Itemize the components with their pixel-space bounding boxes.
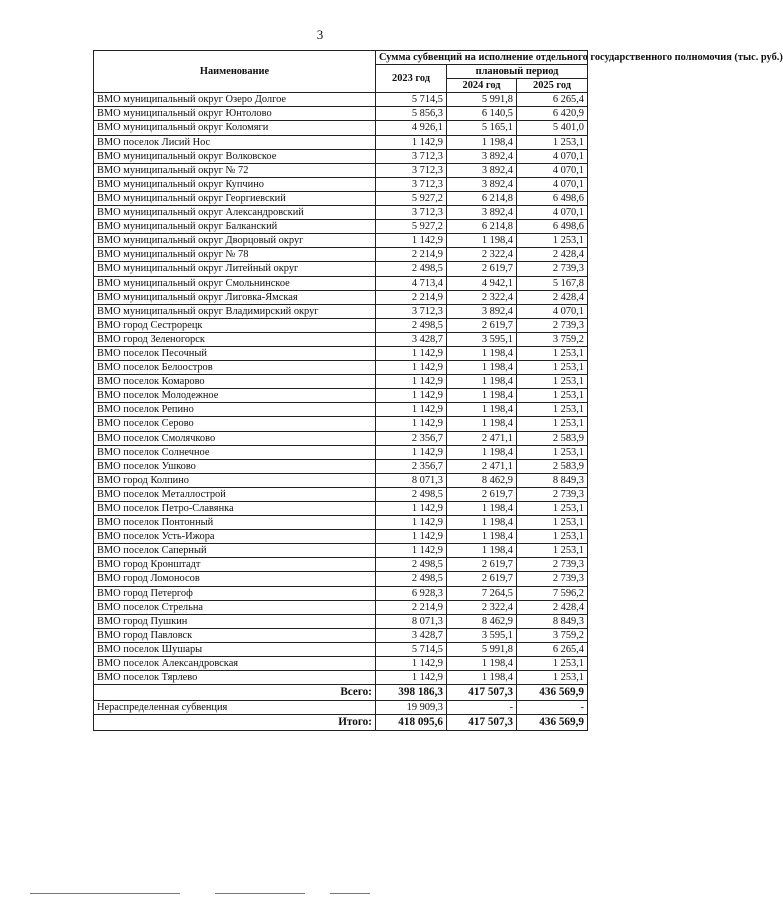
row-value-2024: 2 322,4 <box>447 290 517 304</box>
row-value-2024: 2 322,4 <box>447 600 517 614</box>
row-value-2024: 2 619,7 <box>447 318 517 332</box>
row-value-2023: 5 714,5 <box>376 642 447 656</box>
row-value-2025: 4 070,1 <box>517 177 588 191</box>
table-row <box>94 135 588 149</box>
row-value-2024: 5 991,8 <box>447 642 517 656</box>
row-value-2024: 3 892,4 <box>447 149 517 163</box>
row-name: ВМО муниципальный округ Коломяги <box>94 121 376 135</box>
row-name: ВМО поселок Солнечное <box>94 445 376 459</box>
row-value-2025: 2 428,4 <box>517 290 588 304</box>
row-name: ВМО поселок Лисий Нос <box>94 135 376 149</box>
page-number: 3 <box>316 27 324 42</box>
row-value-2024: 1 198,4 <box>447 346 517 360</box>
footer-rule-left <box>30 893 180 894</box>
row-value-2025: 6 498,6 <box>517 191 588 205</box>
row-name: ВМО муниципальный округ Купчино <box>94 177 376 191</box>
table-row <box>94 487 588 501</box>
table-row <box>94 459 588 473</box>
row-value-2023: 1 142,9 <box>376 516 447 530</box>
total-label: Всего: <box>94 685 376 701</box>
row-name: ВМО город Зеленогорск <box>94 332 376 346</box>
row-value-2024: 1 198,4 <box>447 445 517 459</box>
grand-total-2023: 418 095,6 <box>376 715 447 731</box>
row-name: ВМО поселок Репино <box>94 403 376 417</box>
row-name: ВМО город Павловск <box>94 628 376 642</box>
row-value-2025: 1 253,1 <box>517 445 588 459</box>
header-name: Наименование <box>94 51 376 93</box>
row-name: ВМО поселок Молодежное <box>94 389 376 403</box>
row-value-2025: 5 167,8 <box>517 276 588 290</box>
footer-rule-middle <box>215 893 305 894</box>
row-name: ВМО поселок Тярлево <box>94 671 376 685</box>
table-row <box>94 163 588 177</box>
row-value-2023: 4 713,4 <box>376 276 447 290</box>
row-value-2024: 4 942,1 <box>447 276 517 290</box>
table-row <box>94 544 588 558</box>
total-2025: 436 569,9 <box>517 685 588 701</box>
row-value-2023: 1 142,9 <box>376 502 447 516</box>
row-value-2025: 2 428,4 <box>517 248 588 262</box>
row-value-2024: 1 198,4 <box>447 389 517 403</box>
table-row <box>94 318 588 332</box>
row-value-2023: 3 712,3 <box>376 206 447 220</box>
row-name: ВМО муниципальный округ № 72 <box>94 163 376 177</box>
row-value-2024: 6 140,5 <box>447 107 517 121</box>
row-value-2025: 2 583,9 <box>517 431 588 445</box>
table-row <box>94 248 588 262</box>
row-value-2025: 2 739,3 <box>517 558 588 572</box>
table-row <box>94 657 588 671</box>
row-value-2023: 2 498,5 <box>376 262 447 276</box>
table-row <box>94 600 588 614</box>
row-value-2024: 2 619,7 <box>447 572 517 586</box>
row-value-2023: 8 071,3 <box>376 614 447 628</box>
row-value-2025: 1 253,1 <box>517 234 588 248</box>
table-row <box>94 121 588 135</box>
row-value-2024: 3 595,1 <box>447 628 517 642</box>
row-value-2025: 1 253,1 <box>517 671 588 685</box>
table-body <box>94 93 588 685</box>
row-value-2024: 1 198,4 <box>447 234 517 248</box>
row-value-2023: 5 927,2 <box>376 220 447 234</box>
table-row <box>94 389 588 403</box>
row-name: ВМО муниципальный округ Владимирский округ <box>94 304 376 318</box>
row-name: ВМО муниципальный округ Дворцовый округ <box>94 234 376 248</box>
row-value-2025: 2 428,4 <box>517 600 588 614</box>
row-value-2024: 1 198,4 <box>447 375 517 389</box>
row-value-2024: 1 198,4 <box>447 516 517 530</box>
row-value-2023: 1 142,9 <box>376 445 447 459</box>
row-value-2024: 3 892,4 <box>447 206 517 220</box>
row-value-2025: 2 583,9 <box>517 459 588 473</box>
row-name: ВМО муниципальный округ Балканский <box>94 220 376 234</box>
row-name: ВМО муниципальный округ Литейный округ <box>94 262 376 276</box>
row-value-2025: 6 498,6 <box>517 220 588 234</box>
table-row <box>94 445 588 459</box>
table-row <box>94 93 588 107</box>
row-value-2024: 1 198,4 <box>447 135 517 149</box>
row-name: ВМО муниципальный округ Юнтолово <box>94 107 376 121</box>
row-value-2024: 2 322,4 <box>447 248 517 262</box>
table-row <box>94 220 588 234</box>
row-value-2023: 3 712,3 <box>376 163 447 177</box>
table-row <box>94 628 588 642</box>
row-value-2023: 1 142,9 <box>376 346 447 360</box>
row-value-2024: 1 198,4 <box>447 657 517 671</box>
row-value-2023: 8 071,3 <box>376 473 447 487</box>
table-row <box>94 234 588 248</box>
row-value-2025: 1 253,1 <box>517 403 588 417</box>
table-row <box>94 304 588 318</box>
row-value-2023: 2 498,5 <box>376 558 447 572</box>
row-value-2024: 2 471,1 <box>447 459 517 473</box>
row-value-2024: 2 619,7 <box>447 487 517 501</box>
row-name: ВМО поселок Александровская <box>94 657 376 671</box>
row-name: ВМО муниципальный округ Георгиевский <box>94 191 376 205</box>
row-value-2025: 2 739,3 <box>517 318 588 332</box>
row-value-2023: 1 142,9 <box>376 530 447 544</box>
row-value-2025: 2 739,3 <box>517 572 588 586</box>
row-name: ВМО поселок Серово <box>94 417 376 431</box>
table-row <box>94 290 588 304</box>
row-value-2024: 8 462,9 <box>447 473 517 487</box>
table-row <box>94 149 588 163</box>
row-name: ВМО поселок Белоостров <box>94 361 376 375</box>
row-value-2025: 6 265,4 <box>517 642 588 656</box>
row-value-2025: 1 253,1 <box>517 544 588 558</box>
row-value-2023: 2 214,9 <box>376 290 447 304</box>
row-name: ВМО город Сестрорецк <box>94 318 376 332</box>
row-name: ВМО поселок Понтонный <box>94 516 376 530</box>
row-value-2024: 6 214,8 <box>447 220 517 234</box>
footer-rule-right <box>330 893 370 894</box>
row-name: ВМО поселок Стрельна <box>94 600 376 614</box>
row-value-2025: 1 253,1 <box>517 361 588 375</box>
row-value-2025: 2 739,3 <box>517 487 588 501</box>
row-name: ВМО город Пушкин <box>94 614 376 628</box>
row-value-2023: 2 498,5 <box>376 487 447 501</box>
row-value-2024: 5 165,1 <box>447 121 517 135</box>
subvention-table <box>93 50 783 731</box>
grand-total-row <box>94 715 588 731</box>
undistributed-row <box>94 701 588 715</box>
row-value-2023: 1 142,9 <box>376 135 447 149</box>
row-name: ВМО муниципальный округ Александровский <box>94 206 376 220</box>
row-value-2025: 4 070,1 <box>517 149 588 163</box>
row-value-2023: 1 142,9 <box>376 657 447 671</box>
row-value-2024: 1 198,4 <box>447 361 517 375</box>
row-value-2025: 1 253,1 <box>517 346 588 360</box>
row-value-2025: 1 253,1 <box>517 657 588 671</box>
table-row <box>94 431 588 445</box>
table-row <box>94 586 588 600</box>
row-value-2023: 3 712,3 <box>376 177 447 191</box>
row-value-2025: 7 596,2 <box>517 586 588 600</box>
row-name: ВМО поселок Петро-Славянка <box>94 502 376 516</box>
row-value-2025: 1 253,1 <box>517 135 588 149</box>
row-value-2025: 1 253,1 <box>517 530 588 544</box>
table-row <box>94 614 588 628</box>
row-value-2024: 1 198,4 <box>447 671 517 685</box>
row-value-2025: 8 849,3 <box>517 473 588 487</box>
row-name: ВМО город Петергоф <box>94 586 376 600</box>
row-name: ВМО муниципальный округ Волковское <box>94 149 376 163</box>
total-2023: 398 186,3 <box>376 685 447 701</box>
row-value-2024: 1 198,4 <box>447 502 517 516</box>
row-value-2023: 2 214,9 <box>376 600 447 614</box>
table-row <box>94 107 588 121</box>
row-value-2025: 3 759,2 <box>517 332 588 346</box>
undistributed-2025: - <box>517 701 588 715</box>
undistributed-2023: 19 909,3 <box>376 701 447 715</box>
table-row <box>94 276 588 290</box>
row-name: ВМО поселок Металлострой <box>94 487 376 501</box>
row-value-2023: 1 142,9 <box>376 375 447 389</box>
row-value-2025: 4 070,1 <box>517 163 588 177</box>
table-row <box>94 346 588 360</box>
table-row <box>94 642 588 656</box>
row-value-2025: 3 759,2 <box>517 628 588 642</box>
row-value-2024: 3 595,1 <box>447 332 517 346</box>
table-row <box>94 558 588 572</box>
header-year-2024: 2024 год <box>447 79 517 93</box>
row-value-2023: 2 498,5 <box>376 318 447 332</box>
header-year-2023: 2023 год <box>376 65 447 93</box>
row-value-2025: 6 420,9 <box>517 107 588 121</box>
row-name: ВМО поселок Ушково <box>94 459 376 473</box>
row-name: ВМО поселок Смолячково <box>94 431 376 445</box>
undistributed-2024: - <box>447 701 517 715</box>
table-row <box>94 502 588 516</box>
row-name: ВМО город Кронштадт <box>94 558 376 572</box>
row-value-2025: 8 849,3 <box>517 614 588 628</box>
row-name: ВМО муниципальный округ Озеро Долгое <box>94 93 376 107</box>
row-value-2023: 1 142,9 <box>376 417 447 431</box>
row-value-2023: 5 714,5 <box>376 93 447 107</box>
row-value-2025: 5 401,0 <box>517 121 588 135</box>
row-value-2024: 2 471,1 <box>447 431 517 445</box>
row-value-2023: 6 928,3 <box>376 586 447 600</box>
table-row <box>94 206 588 220</box>
total-2024: 417 507,3 <box>447 685 517 701</box>
table-row <box>94 375 588 389</box>
row-value-2025: 4 070,1 <box>517 206 588 220</box>
row-value-2023: 3 712,3 <box>376 304 447 318</box>
row-name: ВМО город Ломоносов <box>94 572 376 586</box>
row-name: ВМО муниципальный округ Смольнинское <box>94 276 376 290</box>
row-name: ВМО муниципальный округ № 78 <box>94 248 376 262</box>
row-value-2024: 6 214,8 <box>447 191 517 205</box>
row-value-2023: 1 142,9 <box>376 389 447 403</box>
row-value-2025: 1 253,1 <box>517 417 588 431</box>
table-row <box>94 191 588 205</box>
row-value-2025: 1 253,1 <box>517 516 588 530</box>
grand-total-2024: 417 507,3 <box>447 715 517 731</box>
row-value-2023: 1 142,9 <box>376 544 447 558</box>
row-value-2023: 3 428,7 <box>376 628 447 642</box>
row-name: ВМО поселок Комарово <box>94 375 376 389</box>
row-value-2025: 6 265,4 <box>517 93 588 107</box>
table-row <box>94 572 588 586</box>
row-value-2023: 5 927,2 <box>376 191 447 205</box>
row-value-2023: 2 214,9 <box>376 248 447 262</box>
table-row <box>94 473 588 487</box>
header-planning-period: плановый период <box>447 65 588 79</box>
row-value-2023: 1 142,9 <box>376 403 447 417</box>
row-name: ВМО город Колпино <box>94 473 376 487</box>
row-value-2023: 3 712,3 <box>376 149 447 163</box>
table-row <box>94 262 588 276</box>
grand-total-2025: 436 569,9 <box>517 715 588 731</box>
table-row <box>94 417 588 431</box>
row-value-2023: 5 856,3 <box>376 107 447 121</box>
row-value-2024: 1 198,4 <box>447 403 517 417</box>
row-value-2024: 7 264,5 <box>447 586 517 600</box>
row-value-2023: 1 142,9 <box>376 234 447 248</box>
row-name: ВМО поселок Саперный <box>94 544 376 558</box>
grand-total-label: Итого: <box>94 715 376 731</box>
header-year-2025: 2025 год <box>517 79 588 93</box>
row-value-2024: 1 198,4 <box>447 530 517 544</box>
header-sum-title: Сумма субвенций на исполнение отдельного государственного полномочия (тыс. руб.) <box>376 51 588 65</box>
row-value-2023: 4 926,1 <box>376 121 447 135</box>
table-row <box>94 516 588 530</box>
table-row <box>94 530 588 544</box>
row-value-2023: 2 356,7 <box>376 459 447 473</box>
row-value-2024: 8 462,9 <box>447 614 517 628</box>
row-name: ВМО поселок Усть-Ижора <box>94 530 376 544</box>
row-value-2024: 1 198,4 <box>447 417 517 431</box>
table-row <box>94 332 588 346</box>
total-row <box>94 685 588 701</box>
table-row <box>94 361 588 375</box>
row-value-2025: 2 739,3 <box>517 262 588 276</box>
row-value-2023: 1 142,9 <box>376 671 447 685</box>
row-value-2024: 5 991,8 <box>447 93 517 107</box>
table-row <box>94 177 588 191</box>
row-name: ВМО поселок Шушары <box>94 642 376 656</box>
row-value-2023: 2 356,7 <box>376 431 447 445</box>
table-row <box>94 671 588 685</box>
row-value-2025: 1 253,1 <box>517 502 588 516</box>
row-name: ВМО муниципальный округ Лиговка-Ямская <box>94 290 376 304</box>
row-value-2025: 4 070,1 <box>517 304 588 318</box>
undistributed-label: Нераспределенная субвенция <box>94 701 376 715</box>
row-value-2024: 2 619,7 <box>447 558 517 572</box>
row-value-2024: 3 892,4 <box>447 163 517 177</box>
row-value-2023: 3 428,7 <box>376 332 447 346</box>
row-value-2025: 1 253,1 <box>517 389 588 403</box>
row-name: ВМО поселок Песочный <box>94 346 376 360</box>
row-value-2024: 1 198,4 <box>447 544 517 558</box>
row-value-2023: 1 142,9 <box>376 361 447 375</box>
row-value-2025: 1 253,1 <box>517 375 588 389</box>
table-row <box>94 403 588 417</box>
row-value-2024: 2 619,7 <box>447 262 517 276</box>
row-value-2024: 3 892,4 <box>447 177 517 191</box>
row-value-2023: 2 498,5 <box>376 572 447 586</box>
row-value-2024: 3 892,4 <box>447 304 517 318</box>
